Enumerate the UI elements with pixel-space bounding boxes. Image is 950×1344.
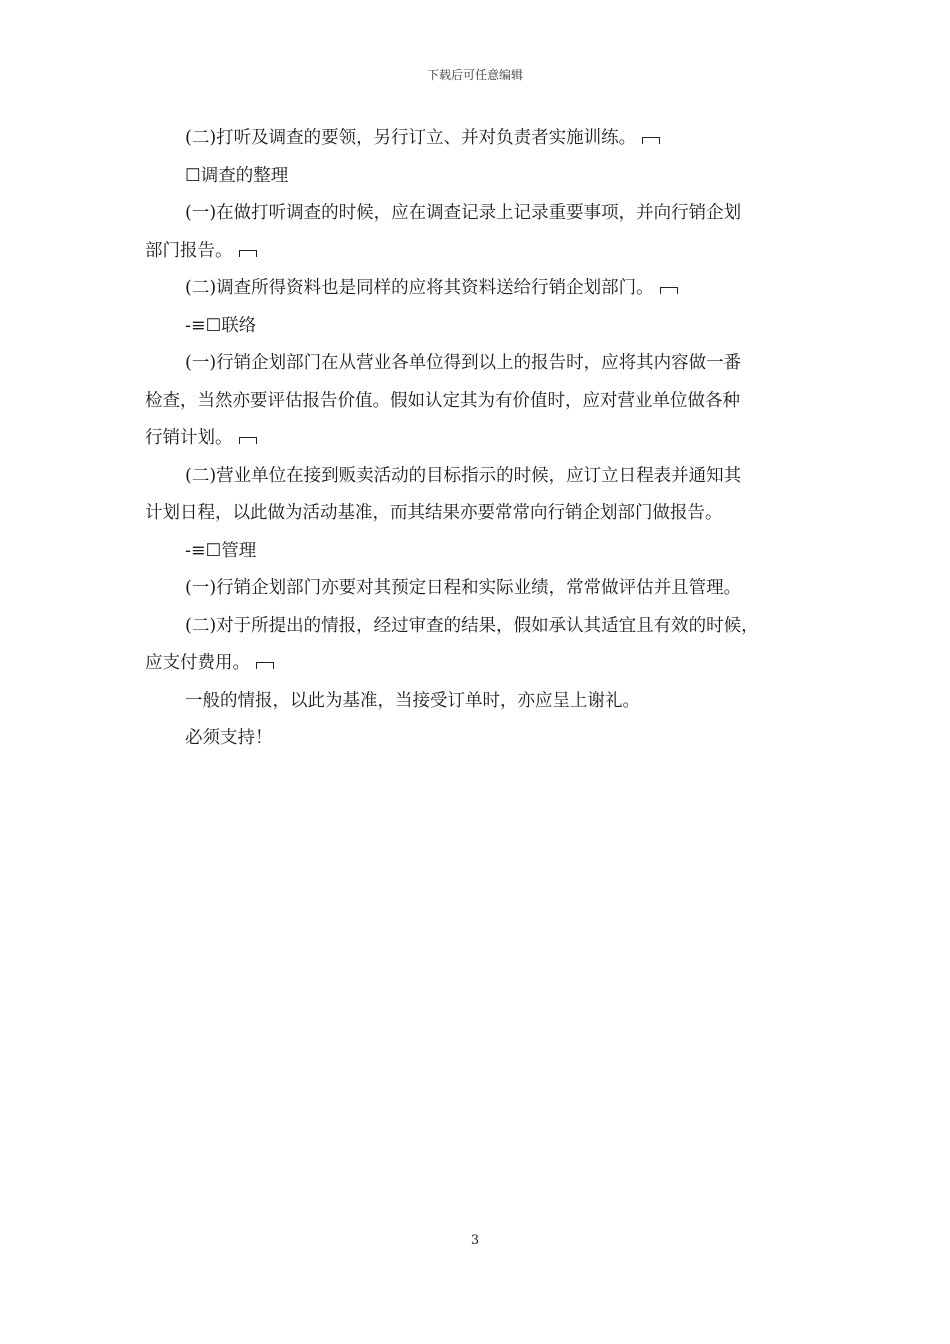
paragraph-line [145,420,813,458]
line-text: 检查，当然亦要评估报告价值。假如认定其为有价值时，应对营业单位做各种 [145,390,740,411]
line-text: 一般的情报，以此为基准，当接受订单时，亦应呈上谢礼。 [185,690,640,711]
page-number: 3 [470,1233,480,1248]
line-text: -≡☐管理 [185,540,257,561]
line-text: (二)对于所提出的情报，经过审查的结果，假如承认其适宜且有效的时候， [185,615,759,636]
bracket-mark-icon [239,250,257,257]
paragraph-line [145,458,813,496]
line-text: (一)在做打听调查的时候，应在调查记录上记录重要事项，并向行销企划 [185,203,742,223]
line-text: (二)调查所得资料也是同样的应将其资料送给行销企划部门。 [185,278,654,298]
paragraph-line [145,270,813,308]
line-text: (一)行销企划部门亦要对其预定日程和实际业绩，常常做评估并且管理。 [185,578,742,598]
paragraph-line [145,720,813,758]
line-text: (二)营业单位在接到贩卖活动的目标指示的时候，应订立日程表并通知其 [185,465,742,486]
paragraph-line [145,120,813,158]
line-text: 应支付费用。 [145,653,250,673]
paragraph-line [145,158,813,196]
line-text: 行销计划。 [145,428,233,448]
paragraph-line [145,608,813,646]
line-text: ☐调查的整理 [185,165,289,186]
line-text: -≡☐联络 [185,315,257,336]
paragraph-line [145,345,813,383]
paragraph-line [145,495,813,533]
paragraph-line [145,195,813,233]
line-text: 必须支持！ [185,728,273,748]
line-text: 部门报告。 [145,240,233,261]
paragraph-line [145,308,813,346]
bracket-mark-icon [256,662,274,669]
line-text: 计划日程，以此做为活动基准，而其结果亦要常常向行销企划部门做报告。 [145,503,723,523]
line-text: (二)打听及调查的要领，另行订立、并对负责者实施训练。 [185,128,637,148]
line-text: (一)行销企划部门在从营业各单位得到以上的报告时，应将其内容做一番 [185,353,742,373]
paragraph-line [145,533,813,571]
paragraph-line [145,570,813,608]
document-body [145,120,813,758]
paragraph-line [145,683,813,721]
bracket-mark-icon [239,437,257,444]
paragraph-line [145,233,813,271]
bracket-mark-icon [642,137,660,144]
page-header: 下载后可任意编辑 [426,68,523,82]
bracket-mark-icon [660,287,678,294]
paragraph-line [145,383,813,421]
paragraph-line [145,645,813,683]
